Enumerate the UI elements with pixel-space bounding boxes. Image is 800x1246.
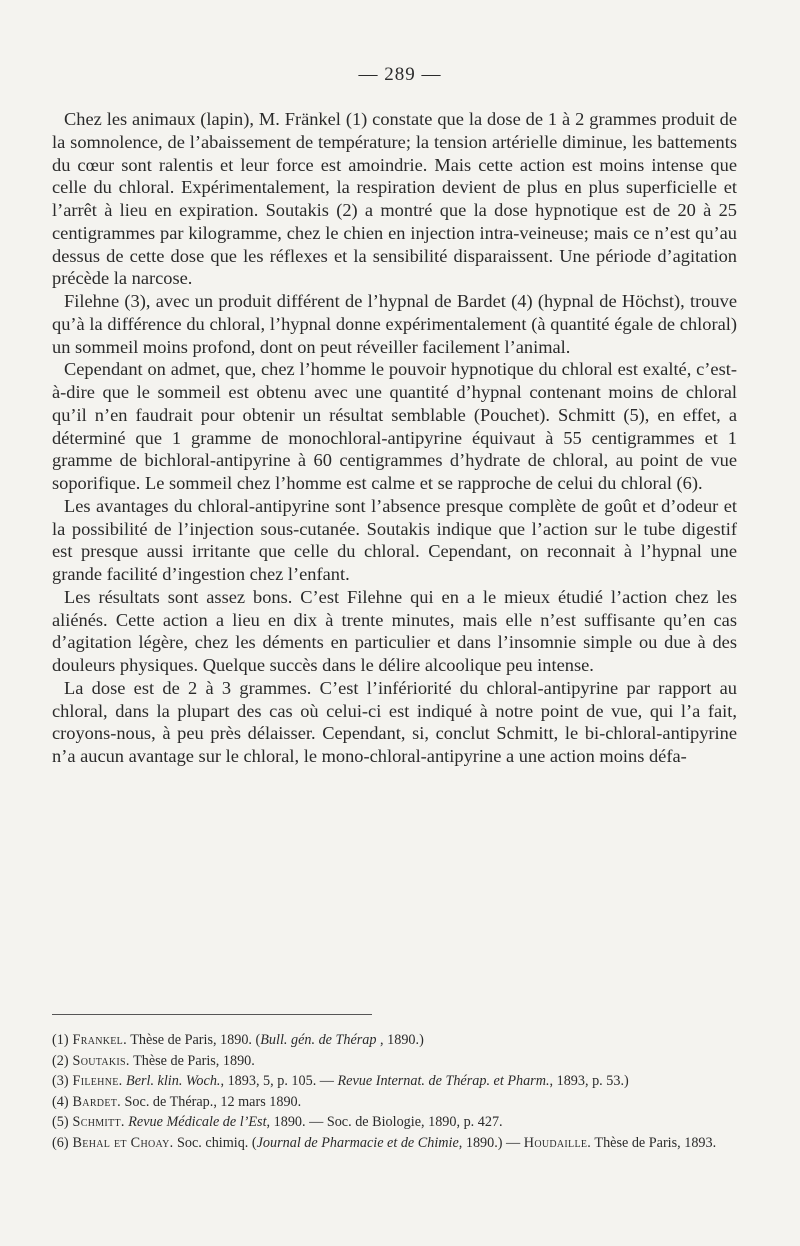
- footnote-text: , 1893, 5, p. 105. —: [220, 1073, 338, 1089]
- footnote-journal: Berl. klin. Woch.: [126, 1073, 221, 1089]
- footnote-journal: Bull. gén. de Thérap: [260, 1032, 377, 1048]
- footnote-text: Soc. chimiq. (: [173, 1134, 257, 1151]
- footnotes: [52, 1030, 740, 1153]
- footnote-text: Thèse de Paris, 1890. (: [126, 1032, 261, 1048]
- footnote-author: Houdaille.: [523, 1134, 592, 1151]
- footnote-author: Behal et Choay.: [72, 1134, 174, 1151]
- footnote-number: (1): [52, 1032, 69, 1048]
- footnote-text: , 1890.) —: [458, 1134, 524, 1151]
- footnote-number: (6): [52, 1134, 69, 1151]
- footnote-3: [52, 1071, 740, 1092]
- footnote-text: Soc. de Thérap., 12 mars 1890.: [121, 1093, 302, 1110]
- footnote-number: (2): [52, 1052, 69, 1069]
- footnote-2: [52, 1051, 740, 1072]
- paragraph: La dose est de 2 à 3 grammes. C’est l’infériorité du chloral-antipyrine par rapport au chloral, dans la plupart des cas où celui-ci est indiqué à notre point de vue, qui l’a fait, croyons-nous, à peu près délaisser. Cependant, si, conclut Schmitt, le bi-chloral-antipyrine n’a aucun avantage sur le chloral, le mono-chloral-antipyrine a une action moins défa-: [52, 677, 737, 766]
- footnote-5: [52, 1112, 740, 1133]
- footnote-text: , 1890.): [376, 1032, 424, 1048]
- footnote-text: Thèse de Paris, 1890.: [129, 1052, 255, 1069]
- paragraph: Les avantages du chloral-antipyrine sont l’absence presque complète de goût et d’odeur et la possibilité de l’injection sous-cutanée. Soutakis indique que l’action sur le tube digestif est presque aussi irritante que celle du chloral. Cependant, on reconnait à l’hypnal une grande facilité d’ingestion chez l’enfant.: [52, 495, 737, 584]
- paragraph: Filehne (3), avec un produit différent de l’hypnal de Bardet (4) (hypnal de Höchst), trouve qu’à la différence du chloral, l’hypnal donne expérimentalement (à quantité égale de chloral) un sommeil moins profond, dont on peut réveiller facilement l’animal.: [52, 291, 737, 357]
- footnote-author: Frankel.: [72, 1032, 127, 1048]
- footnote-number: (4): [52, 1093, 69, 1110]
- paragraph: Chez les animaux (lapin), M. Fränkel (1) constate que la dose de 1 à 2 grammes produit de la somnolence, de l’abaissement de température; la tension artérielle diminue, les battements du cœur sont ralentis et leur force est amoindrie. Mais cette action est moins intense que celle du chloral. Expérimentalement, la respiration devient de plus en plus superficielle et l’arrêt à lieu en expiration. Soutakis (2) a montré que la dose hypnotique est de 20 à 25 centigrammes par kilogramme, chez le chien en injection intra-veineuse; mais ce n’est qu’au dessus de cette dose que les réflexes et la sensibilité disparaissent. Une période d’agitation précède la narcose.: [52, 109, 737, 289]
- footnote-6: [52, 1133, 740, 1154]
- footnote-author: Soutakis.: [72, 1052, 130, 1069]
- footnote-journal: Revue Médicale de l’Est: [128, 1114, 267, 1130]
- footnote-divider: [52, 1014, 372, 1015]
- page-number: — 289 —: [358, 64, 442, 85]
- footnote-journal: Revue Internat. de Thérap. et Pharm.: [337, 1073, 550, 1089]
- footnote-number: (5): [52, 1114, 69, 1130]
- footnote-number: (3): [52, 1073, 69, 1089]
- footnote-text: Thèse de Paris, 1893.: [591, 1134, 717, 1151]
- footnote-4: [52, 1092, 740, 1113]
- footnote-author: Filehne.: [72, 1073, 123, 1089]
- footnote-author: Schmitt.: [72, 1114, 125, 1130]
- footnote-author: Bardet.: [72, 1093, 121, 1110]
- footnote-journal: Journal de Pharmacie et de Chimie: [256, 1134, 459, 1151]
- paragraph: Cependant on admet, que, chez l’homme le pouvoir hypnotique du chloral est exalté, c’est-à-dire que le sommeil est obtenu avec une quantité d’hypnal contenant moins de chloral qu’il n’en faudrait pour obtenir un résultat semblable (Pouchet). Schmitt (5), en effet, a déterminé que 1 gramme de monochloral-antipyrine équivaut à 55 centigrammes et 1 gramme de bichloral-antipyrine à 60 centigrammes d’hydrate de chloral, au point de vue soporifique. Le sommeil chez l’homme est calme et se rapproche de celui du chloral (6).: [52, 359, 737, 493]
- body-text: [52, 108, 737, 768]
- paragraph: Les résultats sont assez bons. C’est Filehne qui en a le mieux étudié l’action chez les aliénés. Cette action a lieu en dix à trente minutes, mais elle n’est suffisante qu’en cas d’agitation légère, chez les déments en particulier et dans l’insomnie simple ou due à des douleurs physiques. Quelque succès dans le délire alcoolique peu intense.: [52, 586, 737, 675]
- footnote-text: , 1890. — Soc. de Biologie, 1890, p. 427.: [266, 1114, 503, 1130]
- footnote-text: , 1893, p. 53.): [549, 1073, 629, 1089]
- footnote-1: [52, 1030, 740, 1051]
